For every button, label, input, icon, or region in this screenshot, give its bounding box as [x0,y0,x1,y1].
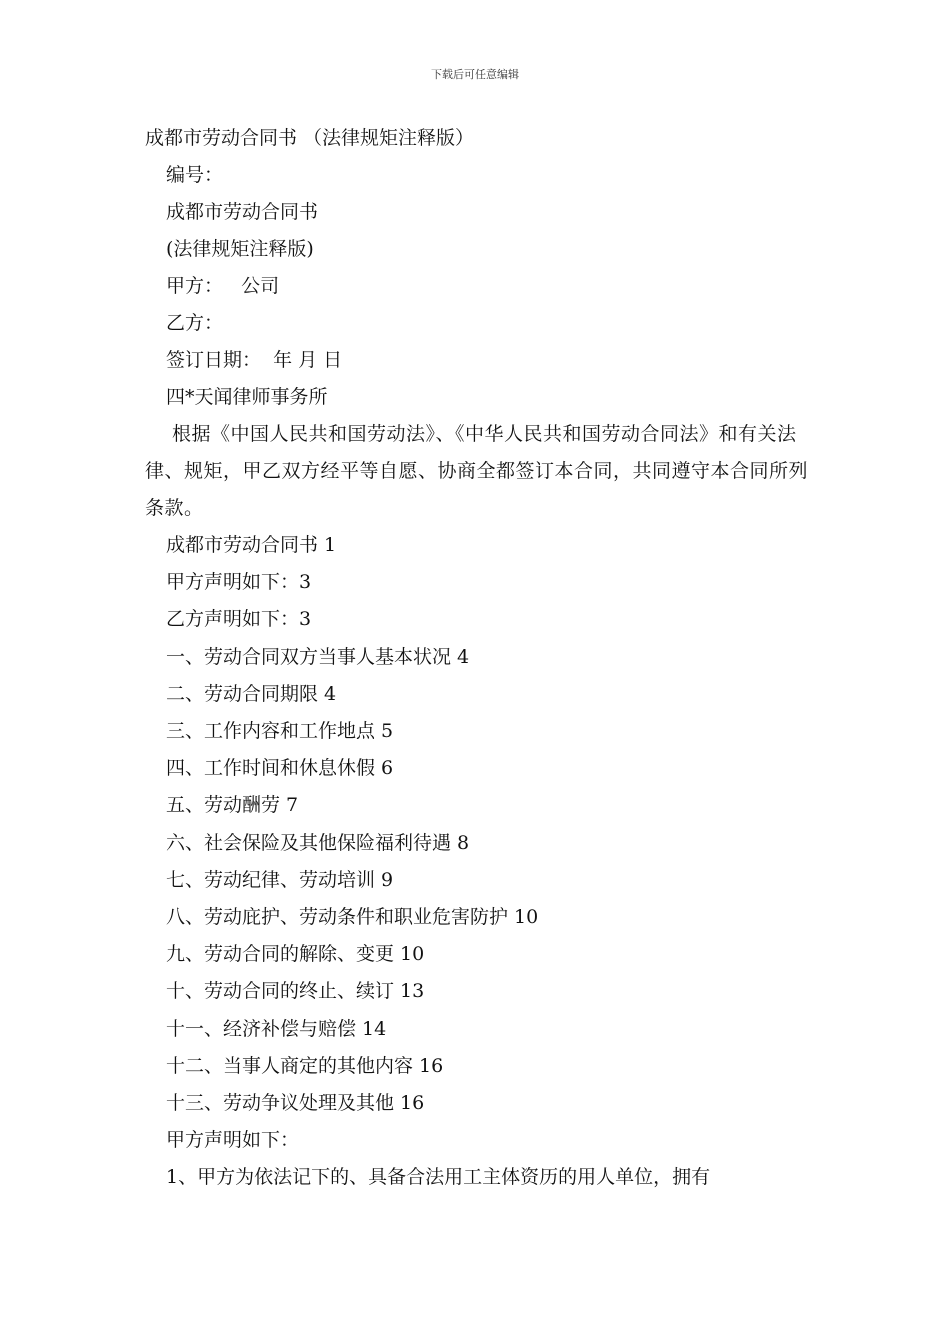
cover-title: 成都市劳动合同书 [166,201,319,223]
cover-subtitle: (法律规矩注释版) [166,238,314,260]
toc-item: 十一、经济补偿与赔偿 14 [166,1017,387,1040]
table-of-contents [145,527,810,1122]
document-body [145,120,810,1196]
toc-item: 八、劳动庇护、劳动条件和职业危害防护 10 [166,906,539,929]
toc-item: 十二、当事人商定的其他内容 16 [166,1054,444,1077]
section-heading: 甲方声明如下： [166,1129,300,1152]
toc-item: 五、劳动酬劳 7 [166,794,299,817]
clause-paragraph: 1、甲方为依法记下的、具备合法用工主体资历的用人单位，拥有 [166,1166,711,1189]
toc-item: 乙方声明如下：3 [166,608,312,631]
toc-item: 十三、劳动争议处理及其他 16 [166,1092,425,1115]
toc-item: 七、劳动纪律、劳动培训 9 [166,868,394,891]
toc-item: 六、社会保险及其他保险福利待遇 8 [166,831,470,854]
toc-item: 一、劳动合同双方当事人基本状况 4 [166,645,470,668]
party-a-line: 甲方： 公司 [166,275,280,297]
toc-item: 二、劳动合同期限 4 [166,682,337,705]
intro-paragraph: 根据《中国人民共和国劳动法》、《中华人民共和国劳动合同法》和有关法律、规矩，甲乙双方经平等自愿、协商全都签订本合同，共同遵守本合同所列条款。 [145,423,809,519]
toc-item: 成都市劳动合同书 1 [166,534,337,556]
party-b-line: 乙方： [166,312,224,334]
toc-item: 四、工作时间和休息休假 6 [166,757,394,780]
sign-date-line: 签订日期： 年 月 日 [166,349,343,371]
toc-item: 三、工作内容和工作地点 5 [166,720,394,743]
page-header: 下载后可任意编辑 [431,68,519,81]
law-firm-line: 四*天闻律师事务所 [166,386,328,408]
document-title: 成都市劳动合同书 （法律规矩注释版） [145,127,475,149]
toc-item: 甲方声明如下：3 [166,571,312,594]
toc-item: 九、劳动合同的解除、变更 10 [166,943,425,966]
toc-item: 十、劳动合同的终止、续订 13 [166,980,425,1003]
contract-number-label: 编号： [166,164,224,186]
